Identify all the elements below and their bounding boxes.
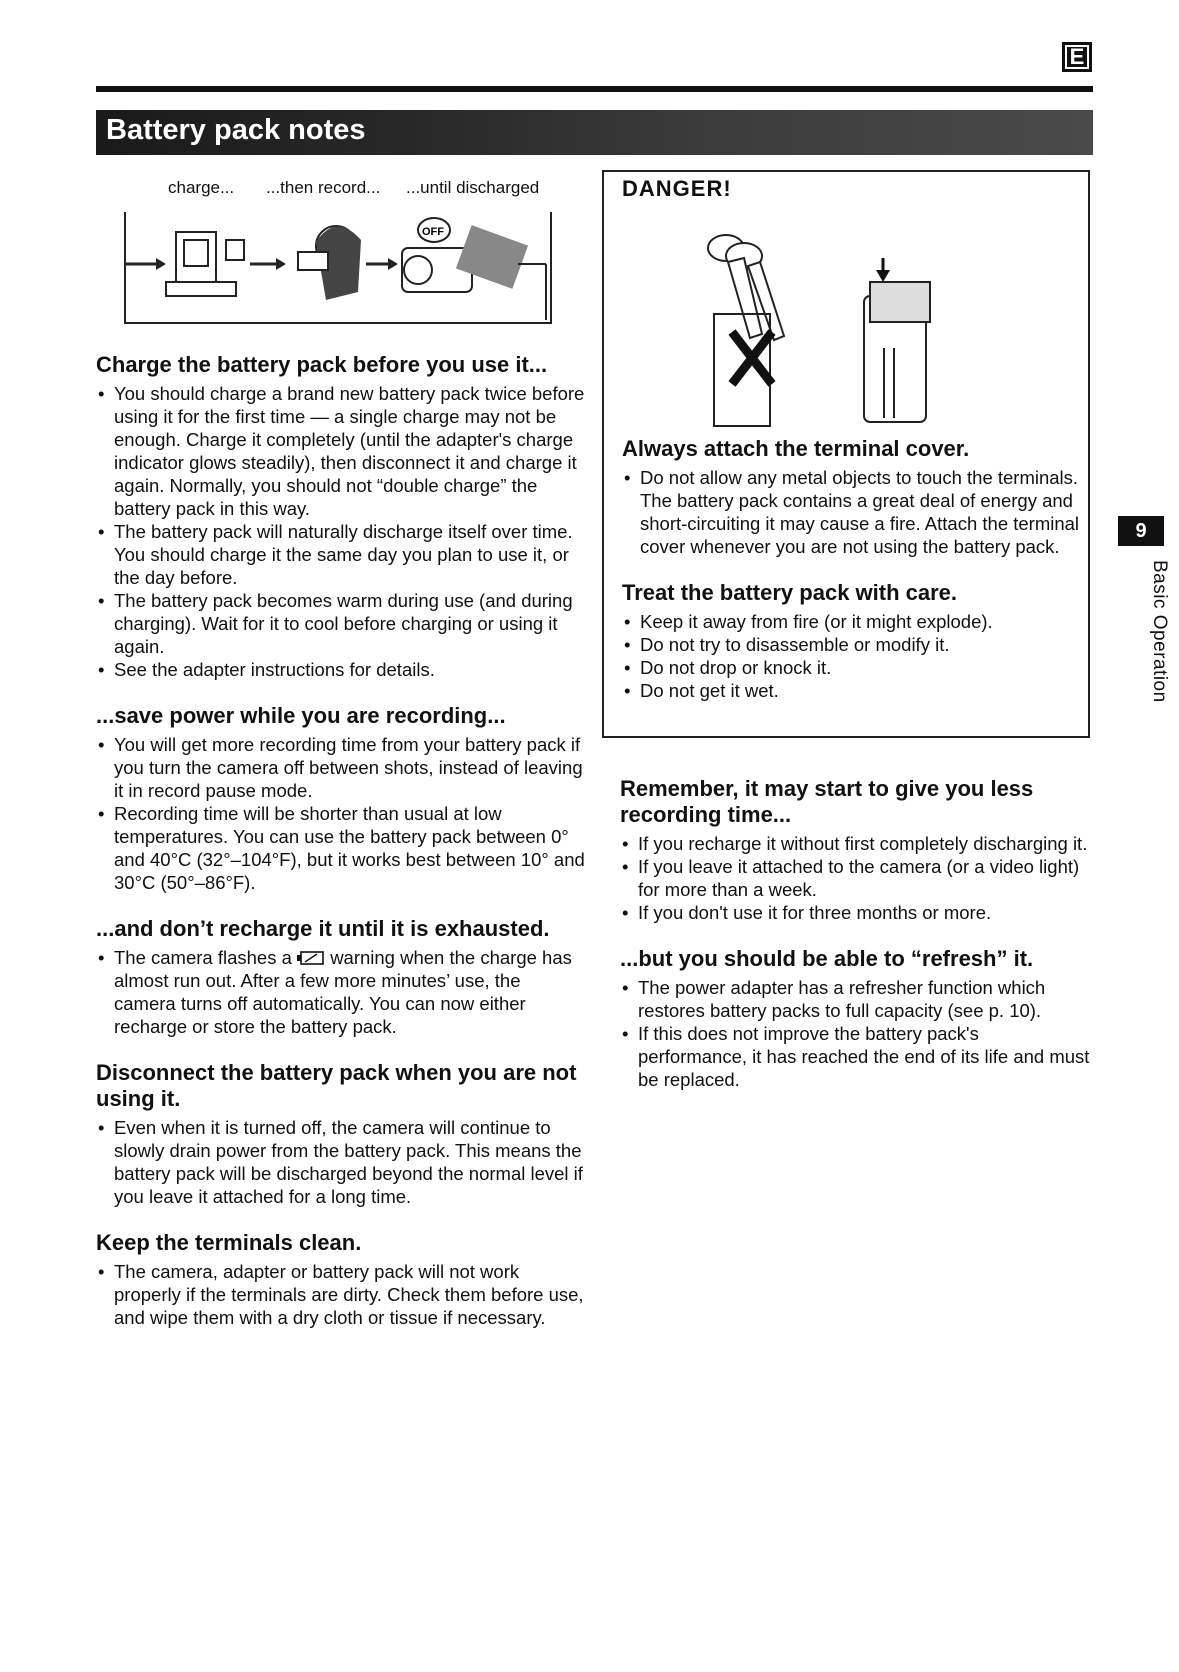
section-terminals-clean: [96, 1230, 586, 1329]
bullet-list: [96, 382, 586, 681]
list-item: • Keep it away from fire (or it might explode).: [640, 610, 1082, 633]
section-disconnect: [96, 1060, 586, 1208]
section-save-power: [96, 703, 586, 894]
list-item: • If this does not improve the battery pack's performance, it has reached the end of its life and must be replaced.: [638, 1022, 1090, 1091]
list-item: • Do not allow any metal objects to touch the terminals. The battery pack contains a great deal of energy and short-circuiting it may cause a fire. Attach the terminal cover whenever you are not using the battery pack.: [640, 466, 1082, 558]
list-item: • Recording time will be shorter than usual at low temperatures. You can use the battery pack between 0° and 40°C (32°–104°F), but it works best between 10° and 30°C (50°–86°F).: [114, 802, 586, 894]
section-charge: [96, 352, 586, 681]
list-item: • Do not drop or knock it.: [640, 656, 1082, 679]
section-refresh: [620, 946, 1090, 1091]
top-rule: [96, 86, 1093, 92]
section-heading: Remember, it may start to give you less recording time...: [620, 776, 1034, 827]
section-heading: ...and don’t recharge it until it is exhausted.: [96, 916, 550, 941]
page-title: Battery pack notes: [106, 114, 366, 146]
page-number-tab: 9: [1118, 516, 1164, 546]
section-terminal-cover: [622, 436, 1082, 558]
left-column: [96, 170, 586, 1351]
bullet-list: [96, 1116, 586, 1208]
caption-charge: charge...: [168, 178, 235, 197]
caption-discharged: ...until discharged: [406, 178, 540, 197]
list-item: • See the adapter instructions for details.: [114, 658, 586, 681]
section-heading: Always attach the terminal cover.: [622, 436, 970, 461]
language-badge: E: [1062, 42, 1092, 72]
section-heading: Disconnect the battery pack when you are not using it.: [96, 1060, 577, 1111]
svg-text:OFF: OFF: [422, 226, 444, 238]
bullet-list: [96, 733, 586, 894]
battery-warning-icon: [297, 951, 325, 965]
section-heading: ...save power while you are recording...: [96, 703, 506, 728]
danger-box: [602, 170, 1090, 738]
list-item: • The camera, adapter or battery pack will not work properly if the terminals are dirty. Check them before use, and wipe them with a dry cloth or tissue if necessary.: [114, 1260, 586, 1329]
right-column: [620, 776, 1090, 1113]
list-item: • The power adapter has a refresher function which restores battery packs to full capacity (see p. 10).: [638, 976, 1090, 1022]
charge-cycle-drawing: [126, 212, 550, 322]
section-dont-recharge: [96, 916, 586, 1038]
bullet-list: [622, 466, 1082, 558]
bullet-list: [96, 946, 586, 1038]
section-heading: ...but you should be able to “refresh” it.: [620, 946, 1034, 971]
danger-title: DANGER!: [622, 176, 732, 201]
list-item: • The battery pack will naturally discharge itself over time. You should charge it the same day you plan to use it, or the day before.: [114, 520, 586, 589]
list-item-text-start: The camera flashes a: [114, 947, 292, 968]
danger-illustration: [704, 228, 1004, 428]
bullet-list: [96, 1260, 586, 1329]
illustration-captions: [96, 170, 586, 198]
title-bar: [96, 110, 1093, 155]
charge-cycle-illustration: [124, 212, 552, 324]
list-item: • If you don't use it for three months or more.: [638, 901, 1090, 924]
section-side-label: Basic Operation: [1149, 560, 1170, 703]
section-heading: Treat the battery pack with care.: [622, 580, 958, 605]
bullet-list: [620, 832, 1090, 924]
bullet-list: [620, 976, 1090, 1091]
list-item: • The battery pack becomes warm during use (and during charging). Wait for it to cool before charging or using it again.: [114, 589, 586, 658]
list-item: • Even when it is turned off, the camera will continue to slowly drain power from the battery pack. This means the battery pack will be discharged beyond the normal level if you leave it attached for a long time.: [114, 1116, 586, 1208]
caption-record: ...then record...: [266, 178, 381, 197]
section-heading: Charge the battery pack before you use it...: [96, 352, 548, 377]
bullet-list: [622, 610, 1082, 702]
list-item: • Do not get it wet.: [640, 679, 1082, 702]
list-item: • If you leave it attached to the camera (or a video light) for more than a week.: [638, 855, 1090, 901]
section-heading: Keep the terminals clean.: [96, 1230, 362, 1255]
list-item-text-end: warning when the charge has almost run out. After a few more minutes’ use, the camera turns off automatically. You can now either recharge or store the battery pack.: [114, 947, 572, 1037]
section-treat-with-care: [622, 580, 1082, 702]
list-item: • Do not try to disassemble or modify it.: [640, 633, 1082, 656]
list-item: • If you recharge it without first completely discharging it.: [638, 832, 1090, 855]
list-item: • You will get more recording time from your battery pack if you turn the camera off between shots, instead of leaving it in record pause mode.: [114, 733, 586, 802]
list-item: [114, 946, 586, 1038]
list-item: • You should charge a brand new battery pack twice before using it for the first time — a single charge may not be enough. Charge it completely (until the adapter's charge indicator glows steadily), then disconnect it and charge it again. Normally, you should not “double charge” the battery pack in this way.: [114, 382, 586, 520]
danger-body: [622, 436, 1082, 724]
section-less-recording-time: [620, 776, 1090, 924]
